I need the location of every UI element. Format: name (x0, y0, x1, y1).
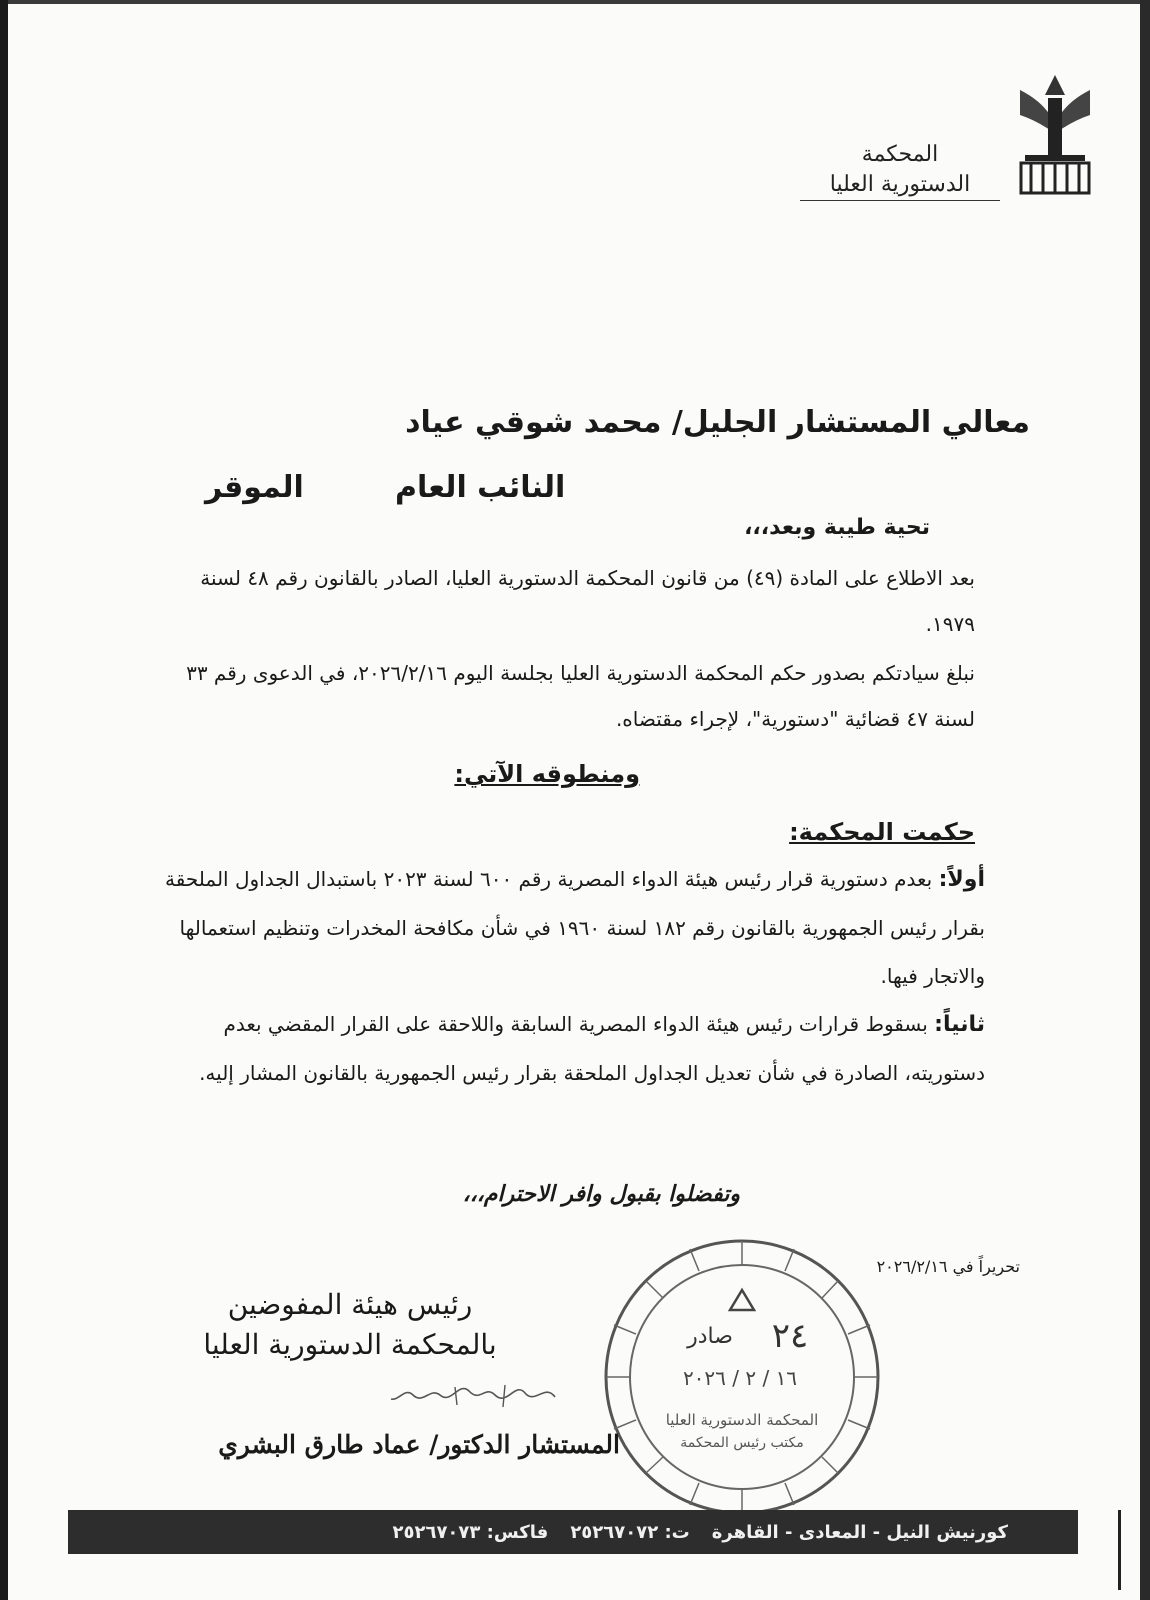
verdict-item-1-label: أولاً: (938, 867, 985, 892)
stamp-date: ١٦ / ٢ / ٢٠٢٦ (682, 1366, 798, 1390)
body-paragraph-2: نبلغ سيادتكم بصدور حكم المحكمة الدستورية العليا بجلسة اليوم ٢٠٢٦/٢/١٦، في الدعوى رقم ٣٣ لسنة ٤٧ قضائية "دستورية"، لإجراء مقتضاه. (186, 661, 975, 731)
issue-date: تحريراً في ٢٠٢٦/٢/١٦ (876, 1257, 1020, 1276)
closing-salutation: وتفضلوا بقبول وافر الاحترام،،، (462, 1182, 740, 1207)
footer-fax: فاكس: ٢٥٢٦٧٠٧٣ (392, 1521, 549, 1543)
verdict-item-2-label: ثانياً: (934, 1012, 985, 1037)
court-ruling-heading: حكمت المحكمة: (789, 818, 975, 846)
page-top-edge (0, 0, 1150, 4)
stamp-word: صادر (687, 1324, 733, 1349)
stamp-number: ٢٤ (771, 1316, 809, 1356)
court-name-line2: الدستورية العليا (800, 170, 1000, 201)
addressee-line: معالي المستشار الجليل/ محمد شوقي عياد (405, 405, 1030, 440)
letterhead-footer (68, 1510, 1078, 1554)
scan-border-left (0, 0, 8, 1600)
body-paragraph-1: بعد الاطلاع على المادة (٤٩) من قانون المحكمة الدستورية العليا، الصادر بالقانون رقم ٤٨ لسنة ١٩٧٩. (200, 566, 975, 636)
verdict-item-2-text: بسقوط قرارات رئيس هيئة الدواء المصرية السابقة واللاحقة على القرار المقضي بعدم دستوريته، الصادرة في شأن تعديل الجداول الملحقة بقرار رئيس الجمهورية بالقانون المشار إليه. (199, 1012, 985, 1085)
court-name-header (800, 140, 1000, 201)
footer-phone: ت: ٢٥٢٦٧٠٧٢ (570, 1521, 690, 1543)
signatory-name: المستشار الدكتور/ عماد طارق البشري (218, 1430, 620, 1459)
signatory-title (130, 1285, 570, 1365)
greeting: تحية طيبة وبعد،،، (744, 515, 930, 540)
official-stamp (600, 1235, 885, 1520)
court-emblem-icon (1015, 70, 1095, 200)
verdict-item-2 (145, 1000, 985, 1097)
addressee-title: النائب العام (395, 470, 566, 505)
verdict-intro-heading: ومنطوقه الآتي: (454, 760, 640, 788)
signatory-title-line2: بالمحكمة الدستورية العليا (203, 1328, 497, 1361)
court-name-line1: المحكمة (861, 142, 939, 167)
handwritten-signature (385, 1375, 565, 1415)
verdict-item-1 (145, 855, 985, 1000)
signatory-title-line1: رئيس هيئة المفوضين (227, 1288, 473, 1321)
verdict-item-1-text: بعدم دستورية قرار رئيس هيئة الدواء المصرية رقم ٦٠٠ لسنة ٢٠٢٣ باستبدال الجداول الملحقة بقرار رئيس الجمهورية بالقانون رقم ١٨٢ لسنة ١٩٦٠ في شأن مكافحة المخدرات وتنظيم استعمالها والاتجار فيها. (165, 867, 985, 988)
addressee-honorific: الموقر (205, 470, 304, 505)
scan-corner-mark (1118, 1510, 1121, 1590)
scan-border-right (1140, 0, 1150, 1600)
stamp-org-line2: مكتب رئيس المحكمة (680, 1435, 804, 1451)
footer-address: كورنيش النيل - المعادى - القاهرة (711, 1521, 1008, 1543)
stamp-org-line1: المحكمة الدستورية العليا (665, 1411, 819, 1429)
